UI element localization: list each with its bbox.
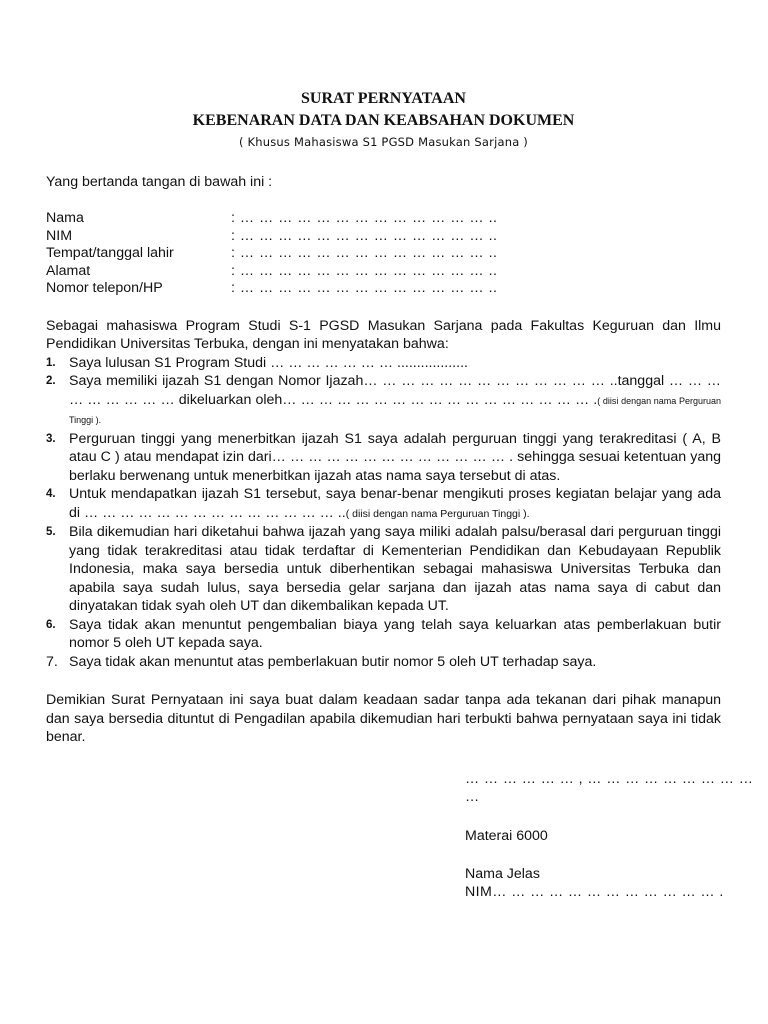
list-item xyxy=(46,523,721,616)
item-body: Saya tidak akan menuntut atas pemberlakuan butir nomor 5 oleh UT terhadap saya. xyxy=(69,653,597,670)
item-text xyxy=(69,523,721,616)
item-number: 5. xyxy=(46,526,56,538)
field-nama xyxy=(46,210,721,228)
statement-intro: Sebagai mahasiswa Program Studi S-1 PGSD Masukan Sarjana pada Fakultas Keguruan dan Ilmu Pendidikan Universitas Terbuka, dengan ini menyatakan bahwa: xyxy=(46,317,721,352)
field-nim xyxy=(46,228,721,246)
document-title: SURAT PERNYATAAN xyxy=(301,90,466,107)
item-body: Perguruan tinggi yang menerbitkan ijazah S1 saya adalah perguruan tinggi yang terakreditasi ( A, B atau C ) atau mendapat izin dari… … … … … … … … … … … … … . sehingga sesuai ketentuan yang berlaku berwenang untuk menerbitkan ijazah atas nama saya tersebut di atas. xyxy=(69,430,721,484)
field-label: Alamat xyxy=(46,262,91,279)
item-number: 1. xyxy=(46,356,56,369)
place-date-line: … … … … … … , … … … … … … … … … … xyxy=(465,771,754,805)
signer-nim-line: NIM… … … … … … … … … … … … . xyxy=(465,884,724,900)
item-note: ( diisi dengan nama Perguruan Tinggi ). xyxy=(69,395,721,425)
item-body: Saya memiliki ijazah S1 dengan Nomor Ijazah… … … … … … … … … … … … … ..tanggal … … … … … … … … … dikeluarkan oleh… … … … … … … … … … … … … … … … … . xyxy=(69,373,721,408)
list-item xyxy=(46,372,721,430)
item-text xyxy=(69,354,721,373)
list-item xyxy=(46,616,721,653)
item-number: 3. xyxy=(46,432,56,445)
identity-fields xyxy=(46,210,721,298)
item-text xyxy=(69,616,721,653)
field-value: : … … … … … … … … … … … … … .. xyxy=(231,280,498,296)
document-page xyxy=(46,88,721,747)
item-text xyxy=(69,653,721,672)
field-value: : … … … … … … … … … … … … … .. xyxy=(231,227,498,244)
stamp-label: Materai 6000 xyxy=(465,828,548,844)
item-text xyxy=(69,485,721,523)
intro-text: Yang bertanda tangan di bawah ini : xyxy=(46,174,273,190)
field-label: Nama xyxy=(46,210,84,226)
field-alamat xyxy=(46,263,721,281)
field-value: : … … … … … … … … … … … … … .. xyxy=(231,262,498,279)
document-subtitle: ( Khusus Mahasiswa S1 PGSD Masukan Sarjana ) xyxy=(238,135,528,149)
closing-paragraph: Demikian Surat Pernyataan ini saya buat dalam keadaan sadar tanpa ada tekanan dari pihak manapun dan saya bersedia dituntut di Pengadilan apabila dikemudian hari terbukti bahwa pernyataan saya ini tidak benar. xyxy=(46,692,721,745)
item-number: 6. xyxy=(46,618,56,631)
item-body: Untuk mendapatkan ijazah S1 tersebut, saya benar-benar mengikuti proses kegiatan belajar yang ada di … … … … … … … … … … … … … … .. xyxy=(69,486,721,521)
list-item xyxy=(46,653,721,672)
item-body: Saya tidak akan menuntut pengembalian biaya yang telah saya keluarkan atas pemberlakuan butir nomor 5 oleh UT kepada saya. xyxy=(69,616,721,651)
item-note: ( diisi dengan nama Perguruan Tinggi ). xyxy=(345,507,530,520)
signer-name-label: Nama Jelas xyxy=(465,866,540,882)
list-item xyxy=(46,430,721,486)
list-item xyxy=(46,485,721,523)
field-value: : … … … … … … … … … … … … … .. xyxy=(231,210,498,226)
field-tempat-tanggal-lahir xyxy=(46,245,721,263)
statement-list xyxy=(46,354,721,672)
item-number: 2. xyxy=(46,375,56,387)
item-body: Bila dikemudian hari diketahui bahwa ijazah yang saya miliki adalah palsu/berasal dari perguruan tinggi yang tidak terakreditasi atau tidak terdaftar di Kementerian Pendidikan dan Kebudayaan Republik Indonesia, maka saya bersedia untuk diberhentikan sebagai mahasiswa Universitas Terbuka dan apabila saya sudah lulus, saya bersedia gelar sarjana dan ijazah atas nama saya di cabut dan dinyatakan tidak syah oleh UT dan dikembalikan kepada UT. xyxy=(69,524,721,614)
field-label: NIM xyxy=(46,227,73,244)
document-title-secondary: KEBENARAN DATA DAN KEABSAHAN DOKUMEN xyxy=(192,112,575,129)
item-text xyxy=(69,372,721,430)
field-value: : … … … … … … … … … … … … … .. xyxy=(231,245,498,261)
list-item xyxy=(46,354,721,373)
field-label: Tempat/tanggal lahir xyxy=(46,245,174,261)
item-number: 4. xyxy=(46,488,56,500)
signature-block xyxy=(465,770,768,901)
item-body: Saya lulusan S1 Program Studi … … … … … … … .................. xyxy=(69,354,468,371)
item-text xyxy=(69,430,721,486)
field-label: Nomor telepon/HP xyxy=(46,280,163,296)
field-nomor-telepon xyxy=(46,280,721,298)
item-number: 7. xyxy=(46,653,58,670)
